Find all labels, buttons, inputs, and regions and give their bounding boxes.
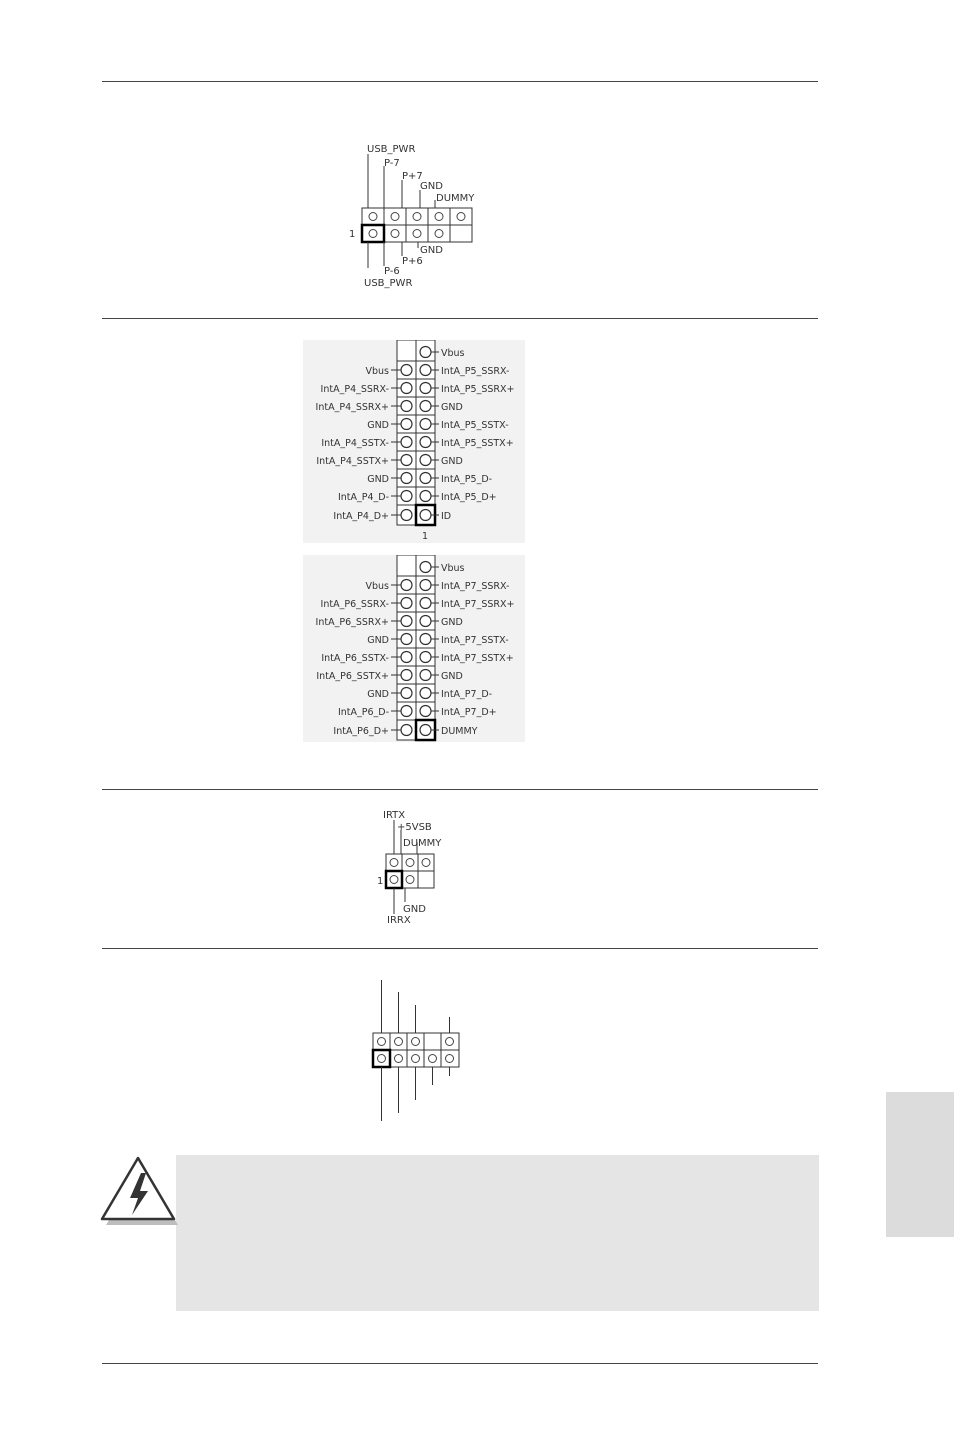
usb20-label-usb-pwr-bottom: USB_PWR [364,278,413,289]
header-rule [102,81,818,82]
high-voltage-warning-icon [100,1155,180,1227]
usb30b-right-label: IntA_P7_SSTX- [441,635,509,646]
usb30a-left-label: GND [367,474,389,485]
ir-pin1-label: 1 [377,876,384,887]
usb20-pin1-label: 1 [349,229,356,240]
usb30b-left-label: GND [367,635,389,646]
usb20-label-gnd-top: GND [420,181,443,192]
usb20-label-usb-pwr-top: USB_PWR [367,144,416,155]
usb30a-left-label: IntA_P4_D+ [333,511,389,522]
ir-label-dummy: DUMMY [403,838,442,849]
usb30b-left-label: IntA_P6_SSRX- [320,599,389,610]
usb30a-left-label: GND [367,420,389,431]
usb20-label-p-minus-6: P-6 [384,266,400,277]
usb20-label-gnd-bottom: GND [420,245,443,256]
usb30a-left-label: IntA_P4_SSTX- [321,438,389,449]
ir-label-irtx: IRTX [383,810,406,821]
usb30a-left-label: IntA_P4_SSRX+ [315,402,389,413]
usb30b-left-label: IntA_P6_D+ [333,726,389,737]
usb30a-right-label: IntA_P5_D- [441,474,493,485]
usb30b-right-label: GND [441,617,463,628]
usb30a-right-label: IntA_P5_SSRX+ [441,384,515,395]
usb20-label-p-plus-6: P+6 [402,256,423,267]
usb30b-right-label: IntA_P7_D- [441,689,493,700]
section-divider-2 [102,789,818,790]
section-divider-1 [102,318,818,319]
usb30a-left-label: IntA_P4_SSRX- [320,384,389,395]
usb30-header-b-diagram [303,555,525,742]
usb30b-left-label: IntA_P6_SSRX+ [315,617,389,628]
usb20-header-diagram [340,140,490,290]
usb30a-right-label: ID [441,511,452,522]
usb30b-right-label: DUMMY [441,726,478,737]
usb30a-right-label: IntA_P5_SSTX- [441,420,509,431]
side-language-tab [886,1092,954,1237]
ir-label-irrx: IRRX [387,915,411,926]
ir-label-gnd: GND [403,904,426,915]
usb30a-right-label: IntA_P5_D+ [441,492,497,503]
usb30b-right-label: IntA_P7_SSTX+ [441,653,514,664]
usb30b-right-label: Vbus [441,563,465,574]
usb20-label-p-plus-7: P+7 [402,171,423,182]
warning-note-box [176,1155,819,1311]
usb30a-left-label: Vbus [365,366,389,377]
usb30a-right-label: GND [441,456,463,467]
usb30b-left-label: IntA_P6_SSTX- [321,653,389,664]
usb30a-right-label: Vbus [441,348,465,359]
usb30b-left-label: IntA_P6_SSTX+ [316,671,389,682]
section-divider-3 [102,948,818,949]
usb30b-left-label: GND [367,689,389,700]
usb30b-left-label: IntA_P6_D- [337,707,389,718]
usb30b-right-label: IntA_P7_D+ [441,707,497,718]
connector-header-diagram [368,975,468,1125]
usb30b-right-label: GND [441,671,463,682]
ir-label-5vsb: +5VSB [397,822,432,833]
usb30a-left-label: IntA_P4_SSTX+ [316,456,389,467]
usb30b-left-label: Vbus [365,581,389,592]
usb20-label-dummy: DUMMY [436,193,475,204]
usb30-header-a-diagram [303,340,525,543]
usb30a-pin1-label: 1 [422,531,429,542]
usb30b-right-label: IntA_P7_SSRX- [441,581,510,592]
usb30a-right-label: IntA_P5_SSRX- [441,366,510,377]
usb30a-right-label: GND [441,402,463,413]
usb30a-left-label: IntA_P4_D- [337,492,389,503]
footer-rule [102,1363,818,1364]
usb20-label-p-minus-7: P-7 [384,158,400,169]
ir-header-diagram [375,806,470,928]
usb30a-right-label: IntA_P5_SSTX+ [441,438,514,449]
usb30b-right-label: IntA_P7_SSRX+ [441,599,515,610]
